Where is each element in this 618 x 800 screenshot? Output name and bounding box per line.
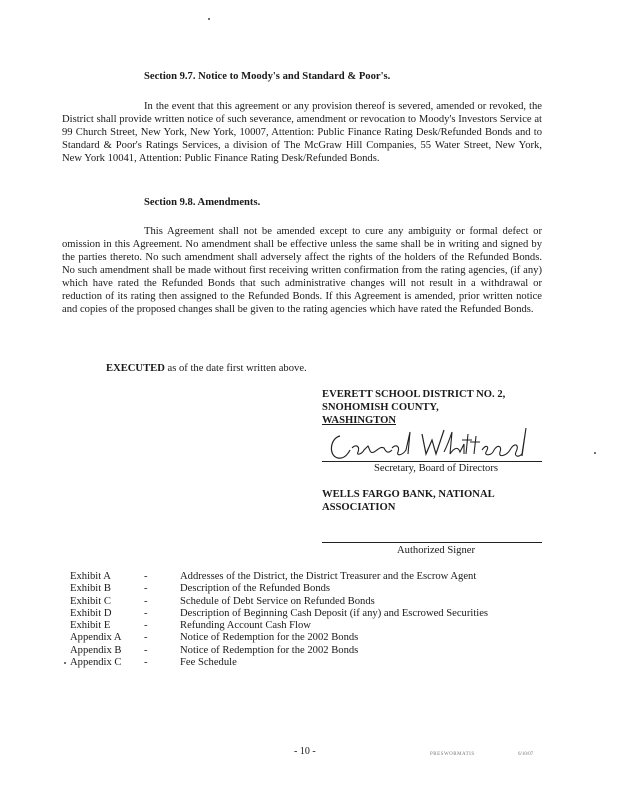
exhibit-dash: - [144,644,148,656]
executed-keyword: EXECUTED [106,363,165,374]
exhibits-list [70,570,550,668]
section-9-8-paragraph [62,225,542,316]
section-9-7-body: In the event that this agreement or any provision thereof is severed, amended or revoked, the District shall provide written notice of such severance, amendment or revocation to Moody's Investors Service at 99 Church Street, New York, New York, 10007, Attention: Public Finance Rating Desk/Refunded Bonds and to Standard & Poor's Ratings Services, a division of The McGraw Hill Companies, 55 Water Street, New York, New York 10041, Attention: Public Finance Rating Desk/Refunded Bonds. [62,101,542,164]
document-code: PRESWORMATIS [430,752,475,757]
exhibit-dash: - [144,657,148,669]
exhibit-name: Exhibit B [70,583,111,595]
section-9-7-paragraph [62,100,542,165]
district-name-line-1: EVERETT SCHOOL DISTRICT NO. 2, [322,389,506,400]
exhibit-description: Refunding Account Cash Flow [180,620,311,632]
signature-drawing [326,424,546,464]
exhibit-dash: - [144,571,148,582]
scan-speck [208,18,210,20]
exhibit-dash: - [144,632,148,644]
bank-signature-line [322,542,542,543]
bank-signature-block [322,488,552,514]
exhibit-dash: - [144,583,148,595]
exhibit-description: Fee Schedule [180,657,237,669]
list-item [70,595,550,607]
executed-statement [106,362,307,375]
bank-name-line-2: ASSOCIATION [322,502,396,513]
bank-name-line-1: WELLS FARGO BANK, NATIONAL [322,489,495,500]
executed-rest: as of the date first written above. [164,363,307,374]
handwritten-signature [326,424,546,464]
section-9-7-heading: Section 9.7. Notice to Moody's and Standard & Poor's. [144,71,391,82]
exhibit-name: Exhibit D [70,607,112,619]
exhibit-name: Exhibit E [70,620,111,632]
exhibit-dash: - [144,620,148,632]
section-9-8-body: This Agreement shall not be amended except to cure any ambiguity or formal defect or omission in this Agreement. No amendment shall be effective unless the same shall be in writing and signed by the parties thereto. No such amendment shall adversely affect the rights of the holders of the Refunded Bonds. No such amendment shall be made without first receiving written confirmation from the rating agencies, (if any) which have rated the Refunded Bonds that such administrative changes will not result in a withdrawal or reduction of its rating then assigned to the Refunded Bonds. If this Agreement is amended, prior written notice and copies of the proposed changes shall be given to the rating agencies which have rated the Refunded Bonds. [62,226,542,315]
list-item [70,619,550,631]
district-name-line-2: SNOHOMISH COUNTY, [322,402,439,413]
exhibit-dash: - [144,595,148,607]
list-item [70,607,550,619]
exhibit-dash: - [144,607,148,619]
district-signer-title: Secretary, Board of Directors [373,463,499,474]
list-item [70,570,550,582]
district-signature-block [322,388,552,427]
exhibit-description: Notice of Redemption for the 2002 Bonds [180,632,359,644]
list-item [70,644,550,656]
scan-speck [64,662,66,664]
section-9-8-heading: Section 9.8. Amendments. [144,197,261,208]
exhibit-name: Appendix B [70,644,122,656]
district-name-line-3: WASHINGTON [322,415,396,426]
exhibit-name: Appendix A [70,632,122,644]
page-number: - 10 - [294,746,316,757]
exhibit-description: Description of the Refunded Bonds [180,583,331,595]
exhibit-name: Appendix C [70,657,122,669]
exhibit-name: Exhibit C [70,595,111,607]
scan-speck [594,452,596,454]
exhibit-description: Description of Beginning Cash Deposit (if any) and Escrowed Securities [180,607,489,619]
exhibit-description: Schedule of Debt Service on Refunded Bonds [180,595,375,607]
exhibit-description: Notice of Redemption for the 2002 Bonds [180,644,359,656]
list-item [70,631,550,643]
exhibit-description: Addresses of the District, the District Treasurer and the Escrow Agent [180,571,477,582]
list-item [70,656,550,668]
bank-signer-title: Authorized Signer [397,545,475,556]
list-item [70,582,550,594]
document-date-code: 6/10/07 [518,752,534,757]
exhibit-name: Exhibit A [70,571,111,582]
